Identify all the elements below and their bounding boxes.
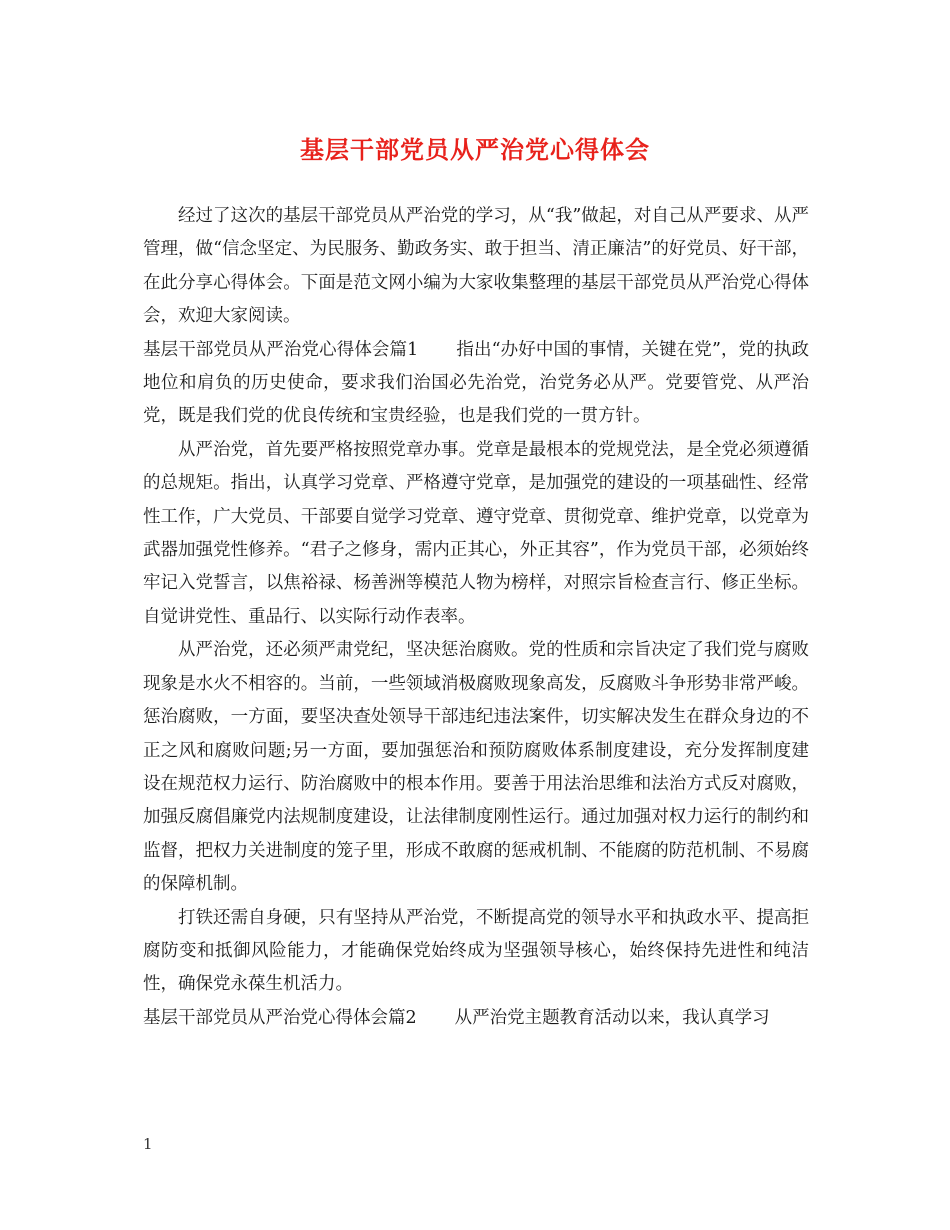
paragraph-anti-corruption: 从严治党，还必须严肃党纪，坚决惩治腐败。党的性质和宗旨决定了我们党与腐败现象是水火不相容的。当前，一些领域消极腐败现象高发，反腐败斗争形势非常严峻。惩治腐败，一方面，要坚决查处领导干部违纪违法案件，切实解决发生在群众身边的不正之风和腐败问题;另一方面，要加强惩治和预防腐败体系制度建设，充分发挥制度建设在规范权力运行、防治腐败中的根本作用。要善于用法治思维和法治方式反对腐败，加强反腐倡廉党内法规制度建设，让法律制度刚性运行。通过加强对权力运行的制约和监督，把权力关进制度的笼子里，形成不敢腐的惩戒机制、不能腐的防范机制、不易腐的保障机制。 bbox=[143, 640, 809, 895]
section-1-text: 指出“办好中国的事情，关键在党”，党的执政地位和肩负的历史使命，要求我们治国必先治党，治党务必从严。党要管党、从严治党，既是我们党的优良传统和宝贵经验，也是我们党的一贯方针。 bbox=[143, 339, 809, 427]
paragraph-party-constitution: 从严治党，首先要严格按照党章办事。党章是最根本的党规党法，是全党必须遵循的总规矩。指出，认真学习党章、严格遵守党章，是加强党的建设的一项基础性、经常性工作，广大党员、干部要自觉学习党章、遵守党章、贯彻党章、维护党章，以党章为武器加强党性修养。“君子之修身，需内正其心，外正其容”，作为党员干部，必须始终牢记入党誓言，以焦裕禄、杨善洲等模范人物为榜样，对照宗旨检查言行、修正坐标。自觉讲党性、重品行、以实际行动作表率。 bbox=[143, 439, 809, 627]
page-number: 1 bbox=[143, 1135, 153, 1153]
section-1-paragraph bbox=[143, 334, 809, 434]
paragraph-intro: 经过了这次的基层干部党员从严治党的学习，从“我”做起，对自己从严要求、从严管理，做“信念坚定、为民服务、勤政务实、敢于担当、清正廉洁”的好党员、好干部，在此分享心得体会。下面是范文网小编为大家收集整理的基层干部党员从严治党心得体会，欢迎大家阅读。 bbox=[143, 206, 809, 327]
section-2-paragraph bbox=[143, 1002, 809, 1035]
document-title: 基层干部党员从严治党心得体会 bbox=[300, 135, 650, 164]
paragraph-conclusion: 打铁还需自身硬，只有坚持从严治党，不断提高党的领导水平和执政水平、提高拒腐防变和抵御风险能力，才能确保党始终成为坚强领导核心，始终保持先进性和纯洁性，确保党永葆生机活力。 bbox=[143, 907, 809, 995]
section-heading-2: 基层干部党员从严治党心得体会篇2 bbox=[143, 1007, 417, 1028]
section-heading-1: 基层干部党员从严治党心得体会篇1 bbox=[143, 339, 419, 360]
document-body bbox=[143, 200, 809, 1035]
section-2-text: 从严治党主题教育活动以来，我认真学习 bbox=[454, 1007, 770, 1028]
